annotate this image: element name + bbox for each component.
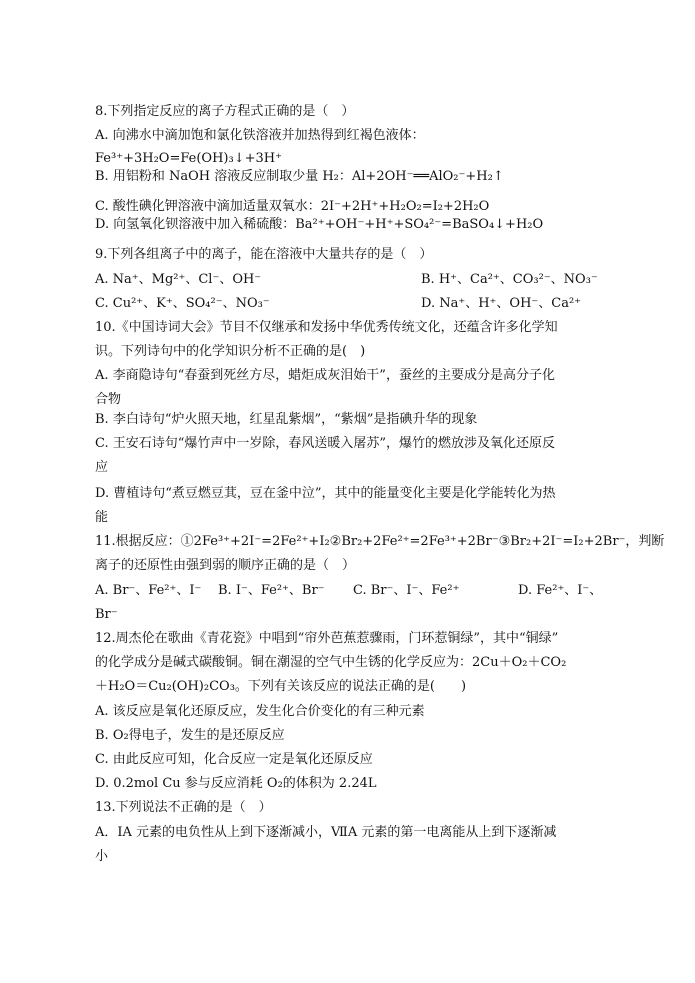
q8-option-b: B. 用铝粉和 NaOH 溶液反应制取少量 H₂：Al+2OH⁻══AlO₂⁻+H₂↑ (95, 169, 504, 184)
q8-option-d: D. 向氢氧化钡溶液中加入稀硫酸：Ba²⁺+OH⁻+H⁺+SO₄²⁻=BaSO₄↓+H₂O (95, 217, 544, 232)
q13-stem: 13.下列说法不正确的是（ ） (95, 800, 272, 815)
q12-option-b: B. O₂得电子，发生的是还原反应 (95, 728, 285, 743)
q13-option-a-line1: A．ⅠA 元素的电负性从上到下逐渐减小，ⅦA 元素的第一电离能从上到下逐渐减 (95, 825, 557, 840)
q10-option-a-line2: 合物 (95, 392, 122, 407)
q12-option-c: C. 由此反应可知，化合反应一定是氧化还原反应 (95, 752, 373, 767)
q9-option-a: A. Na⁺、Mg²⁺、Cl⁻、OH⁻ (95, 272, 262, 287)
q8-option-c: C. 酸性碘化钾溶液中滴加适量双氧水：2I⁻+2H⁺+H₂O₂=I₂+2H₂O (95, 199, 490, 214)
q10-option-d-line2: 能 (95, 510, 109, 525)
q12-option-a: A. 该反应是氧化还原反应，发生化合价变化的有三种元素 (95, 704, 425, 719)
q13-option-a-line2: 小 (95, 849, 109, 864)
q10-stem-line1: 10.《中国诗词大会》节目不仅继承和发扬中华优秀传统文化，还蕴含许多化学知 (95, 320, 558, 335)
q8-option-a-line2: Fe³⁺+3H₂O=Fe(OH)₃↓+3H⁺ (95, 151, 282, 166)
q10-option-a-line1: A. 李商隐诗句“春蚕到死丝方尽，蜡炬成灰泪始干”，蚕丝的主要成分是高分子化 (95, 368, 555, 383)
q9-option-c: C. Cu²⁺、K⁺、SO₄²⁻、NO₃⁻ (95, 296, 270, 311)
q12-stem-line2: 的化学成分是碱式碳酸铜。铜在潮湿的空气中生锈的化学反应为：2Cu＋O₂＋CO₂ (95, 655, 567, 670)
q9-option-b: B. H⁺、Ca²⁺、CO₃²⁻、NO₃⁻ (421, 272, 598, 287)
q11-option-b: B. I⁻、Fe²⁺、Br⁻ (218, 583, 325, 598)
q9-option-d: D. Na⁺、H⁺、OH⁻、Ca²⁺ (421, 296, 582, 311)
q11-option-a: A. Br⁻、Fe²⁺、I⁻ (95, 583, 202, 598)
q8-stem: 8.下列指定反应的离子方程式正确的是（ ） (95, 104, 355, 119)
q10-option-d-line1: D. 曹植诗句“煮豆燃豆萁，豆在釜中泣”，其中的能量变化主要是化学能转化为热 (95, 486, 556, 501)
q9-stem: 9.下列各组离子中的离子，能在溶液中大量共存的是（ ） (95, 247, 433, 262)
q10-option-c-line2: 应 (95, 460, 109, 475)
q11-option-d-line2: Br⁻ (95, 607, 118, 622)
q10-stem-line2: 识。下列诗句中的化学知识分析不正确的是( ) (95, 344, 366, 359)
q11-stem-line1: 11.根据反应：①2Fe³⁺+2I⁻=2Fe²⁺+I₂②Br₂+2Fe²⁺=2Fe³⁺+2Br⁻③Br₂+2I⁻=I₂+2Br⁻，判断 (95, 534, 665, 549)
q10-option-b: B. 李白诗句“炉火照天地，红星乱紫烟”，“紫烟”是指碘升华的现象 (95, 412, 478, 427)
q11-option-d: D. Fe²⁺、I⁻、 (518, 583, 603, 598)
q12-option-d: D. 0.2mol Cu 参与反应消耗 O₂的体积为 2.24L (95, 776, 377, 791)
q11-stem-line2: 离子的还原性由强到弱的顺序正确的是（ ） (95, 558, 356, 573)
q12-stem-line3: ＋H₂O＝Cu₂(OH)₂CO₃。下列有关该反应的说法正确的是( ) (95, 679, 467, 694)
q11-option-c: C. Br⁻、I⁻、Fe²⁺ (353, 583, 460, 598)
q8-option-a-line1: A. 向沸水中滴加饱和氯化铁溶液并加热得到红褐色液体： (95, 128, 425, 143)
q10-option-c-line1: C. 王安石诗句“爆竹声中一岁除，春风送暖入屠苏”，爆竹的燃放涉及氧化还原反 (95, 436, 556, 451)
q12-stem-line1: 12.周杰伦在歌曲《青花瓷》中唱到“帘外芭蕉惹骤雨，门环惹铜绿”，其中“铜绿” (95, 631, 559, 646)
